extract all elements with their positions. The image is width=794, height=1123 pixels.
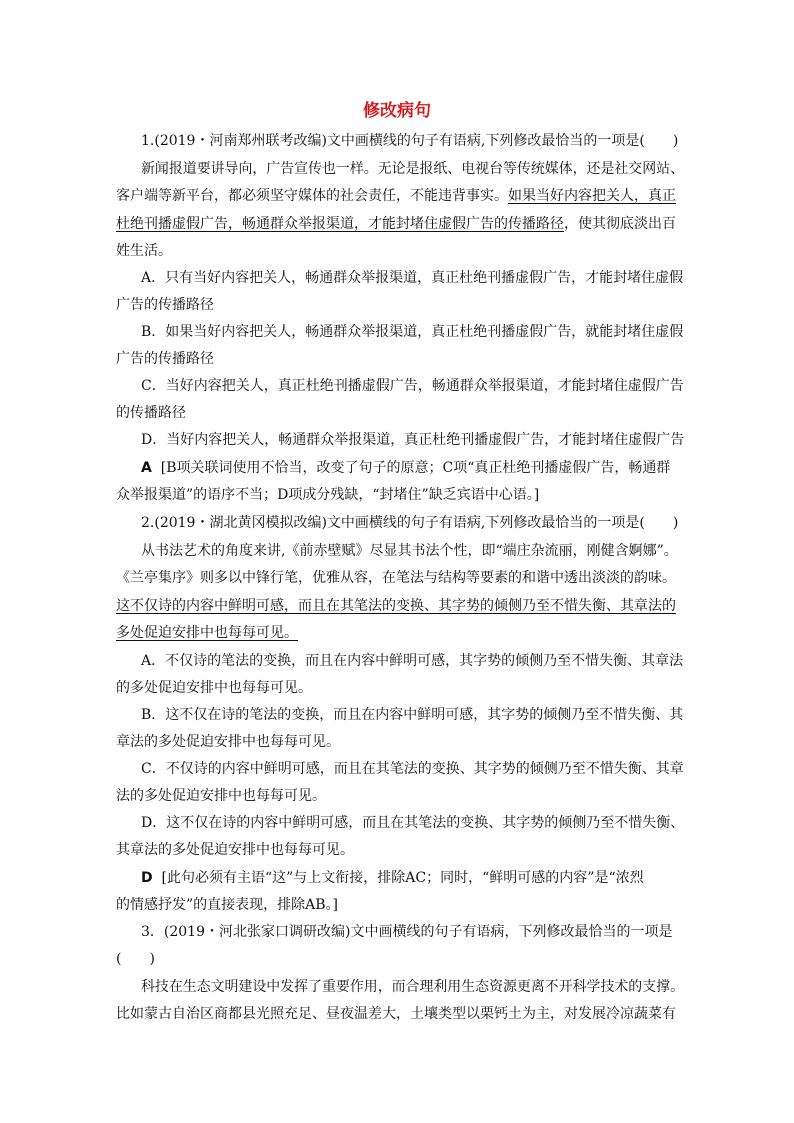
- q2-option-c: 法的多处促迫安排中也每每可见。: [116, 788, 326, 804]
- q2-passage-line: 从书法艺术的角度来讲,《前赤壁赋》尽显其书法个性，即“端庄杂流丽，刚健含婀娜”。: [141, 543, 678, 559]
- q2-option-d: 其章法的多处促迫安排中也每每可见。: [116, 842, 354, 858]
- q1-explanation: 众举报渠道”的语序不当；D项成分残缺，“封堵住”缺乏宾语中心语。]: [116, 487, 540, 503]
- q1-option-c: C．当好内容把关人，真正杜绝刊播虚假广告，畅通群众举报渠道，才能封堵住虚假广告: [141, 378, 684, 394]
- q1-option-d: D．当好内容把关人，畅通群众举报渠道，真正杜绝刊播虚假广告，才能封堵住虚假广告: [141, 432, 685, 448]
- q2-option-a: 的多处促迫安排中也每每可见。: [116, 680, 312, 696]
- q1-passage-line: 客户端等新平台，都必须坚守媒体的社会责任，不能违背事实。如果当好内容把关人，真正: [116, 188, 676, 204]
- page-title: 修改病句: [363, 101, 431, 121]
- q2-explanation: 的情感抒发”的直接表现，排除AB。]: [116, 897, 339, 913]
- q2-stem: 2.(2019・湖北黄冈模拟改编)文中画横线的句子有语病,下列修改最恰当的一项是( ): [141, 515, 679, 531]
- q1-stem: 1.(2019・河南郑州联考改编)文中画横线的句子有语病,下列修改最恰当的一项是( ): [141, 133, 679, 149]
- q2-option-b: B．这不仅在诗的笔法的变换，而且在内容中鲜明可感，其字势的倾侧乃至不惜失衡、其: [141, 707, 684, 723]
- q3-stem: 3．(2019・河北张家口调研改编)文中画横线的句子有语病，下列修改最恰当的一项是: [141, 924, 673, 940]
- q1-passage-line: 新闻报道要讲导向，广告宣传也一样。无论是报纸、电视台等传统媒体，还是社交网站、: [141, 161, 684, 177]
- q2-underlined-sentence: 这不仅诗的内容中鲜明可感，而且在其笔法的变换、其字势的倾侧乃至不惜失衡、其章法的: [116, 598, 676, 614]
- q2-option-b: 章法的多处促迫安排中也每每可见。: [116, 734, 340, 750]
- q1-option-b: B．如果当好内容把关人，畅通群众举报渠道，真正杜绝刊播虚假广告，就能封堵住虚假: [141, 324, 684, 340]
- q3-stem: ( ): [116, 951, 155, 967]
- q1-option-a: A．只有当好内容把关人，畅通群众举报渠道，真正杜绝刊播虚假广告，才能封堵住虚假: [141, 270, 684, 286]
- q1-passage-line: 姓生活。: [116, 243, 172, 259]
- q1-passage-line: 杜绝刊播虚假广告，畅通群众举报渠道，才能封堵住虚假广告的传播路径，使其彻底淡出百: [116, 216, 676, 232]
- q1-option-a: 广告的传播路径: [116, 297, 214, 313]
- q2-passage-line: 《兰亭集序》则多以中锋行笔，优雅从容，在笔法与结构等要素的和谐中透出淡淡的韵味。: [116, 570, 676, 586]
- q2-answer: D: [141, 870, 153, 886]
- q3-passage-line: 科技在生态文明建设中发挥了重要作用，而合理利用生态资源更离不开科学技术的支撑。: [141, 979, 684, 995]
- q1-underlined-sentence: 如果当好内容把关人，真正: [508, 188, 676, 204]
- q3-passage-line: 比如蒙古自治区商都县光照充足、昼夜温差大，土壤类型以栗钙土为主，对发展冷凉蔬菜有: [116, 1006, 676, 1022]
- q1-explanation: A [B项关联词使用不恰当，改变了句子的原意；C项“真正杜绝刊播虚假广告，畅通群: [141, 460, 671, 476]
- q1-option-b: 广告的传播路径: [116, 351, 214, 367]
- q2-option-d: D．这不仅在诗的内容中鲜明可感，而且在其笔法的变换、其字势的倾侧乃至不惜失衡、: [141, 815, 685, 831]
- q1-answer: A: [141, 460, 152, 476]
- q2-option-c: C．不仅诗的内容中鲜明可感，而且在其笔法的变换、其字势的倾侧乃至不惜失衡、其章: [141, 761, 684, 777]
- q1-option-c: 的传播路径: [116, 405, 186, 421]
- q2-explanation: D [此句必须有主语“这”与上文衔接，排除AC；同时，“鲜明可感的内容”是“浓烈: [141, 870, 644, 886]
- q2-option-a: A．不仅诗的笔法的变换，而且在内容中鲜明可感，其字势的倾侧乃至不惜失衡、其章法: [141, 653, 684, 669]
- q2-underlined-sentence: 多处促迫安排中也每每可见。: [116, 625, 298, 641]
- q1-underlined-sentence: 杜绝刊播虚假广告，畅通群众举报渠道，才能封堵住虚假广告的传播路径: [116, 216, 564, 232]
